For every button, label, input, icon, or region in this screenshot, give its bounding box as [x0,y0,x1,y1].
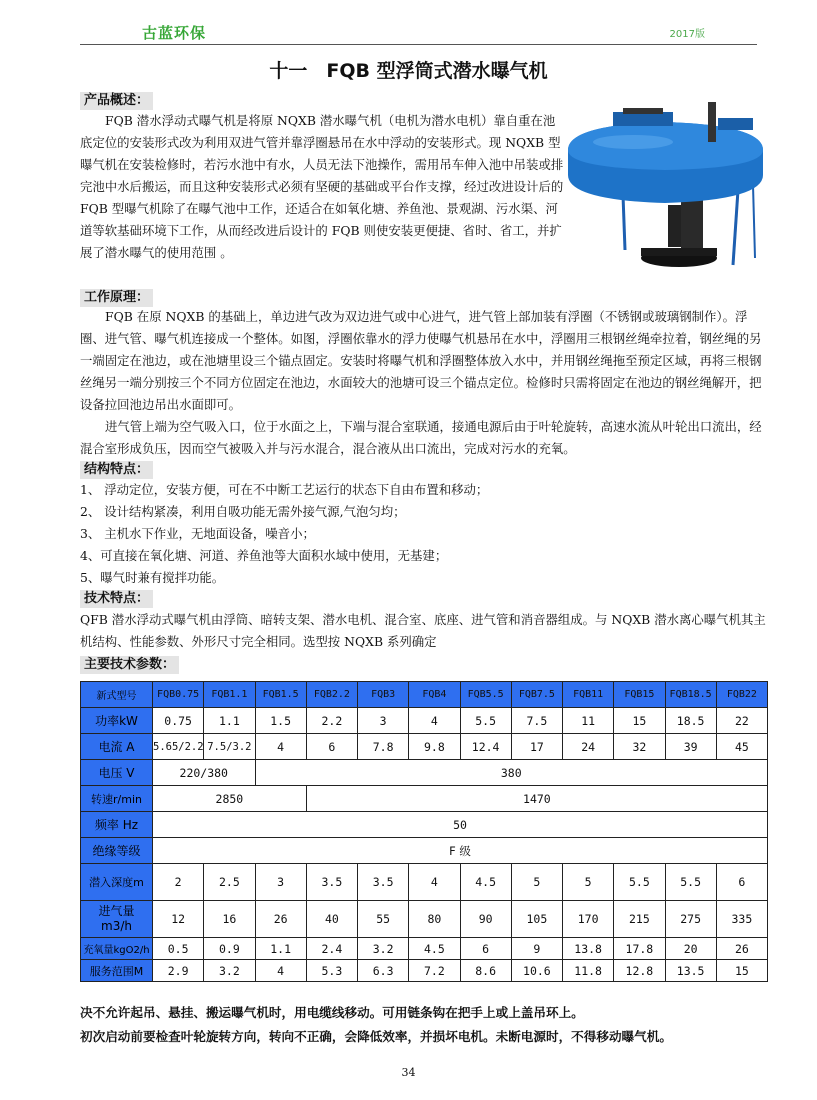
range-cell: 12.8 [614,960,665,982]
depth-cell: 2.5 [204,864,255,901]
row-label-model: 新式型号 [81,682,153,708]
table-row-service-range [81,960,768,982]
power-cell: 1.1 [204,708,255,734]
voltage-cell: 380 [255,760,768,786]
insulation-cell: F 级 [153,838,768,864]
oxygen-cell: 4.5 [409,938,460,960]
air-cell: 40 [306,901,357,938]
row-label-speed: 转速r/min [81,786,153,812]
principle-paragraph-1: FQB 在原 NQXB 的基础上，单边进气改为双边进气或中心进气，进气管上部加装有浮圈（不锈钢或玻璃钢制作）。浮圈、进气管、曝气机连接成一个整体。如图，浮圈依靠水的浮力使曝气机悬吊在水中，浮圈用三根钢丝绳牵拉着，钢丝绳的另一端固定在池边，或在池塘里设三个锚点固定。安装时将曝气机和浮圈整体放入水中，并用钢丝绳拖至预定区域，再将三根钢丝绳另一端分别按三个不同方位固定在池边，水面较大的池塘可设三个锚点定位。检修时只需将固定在池边的钢丝绳解开，把设备拉回池边吊出水面即可。 [80,309,762,412]
range-cell: 7.2 [409,960,460,982]
range-cell: 8.6 [460,960,511,982]
depth-cell: 2 [153,864,204,901]
brand-logo-text: 古蓝环保 [142,24,207,42]
model-cell: FQB18.5 [665,682,716,708]
row-label-depth: 潜入深度m [81,864,153,901]
warning-line-1: 决不允许起吊、悬挂、搬运曝气机时，用电缆线移动。可用链条钩在把手上或上盖吊环上。 [80,1005,584,1020]
depth-cell: 5.5 [614,864,665,901]
feature-item-3: 3、 主机水下作业，无地面设备，噪音小； [80,526,315,541]
current-cell: 17 [511,734,562,760]
model-cell: FQB3 [358,682,409,708]
row-label-air-intake: 进气量 m3/h [81,901,153,938]
table-row-depth [81,864,768,901]
edition-label: 2017版 [669,29,705,40]
feature-item-5: 5、曝气时兼有搅拌功能。 [80,570,225,585]
air-cell: 80 [409,901,460,938]
current-cell: 24 [563,734,614,760]
page-number: 34 [401,1066,416,1079]
power-cell: 11 [563,708,614,734]
table-row-insulation [81,838,768,864]
power-cell: 2.2 [306,708,357,734]
row-label-current: 电流 A [81,734,153,760]
power-cell: 1.5 [255,708,306,734]
page-header [80,18,757,45]
depth-cell: 4.5 [460,864,511,901]
oxygen-cell: 17.8 [614,938,665,960]
aerator-product-image [563,100,768,275]
range-cell: 4 [255,960,306,982]
oxygen-cell: 0.5 [153,938,204,960]
oxygen-cell: 9 [511,938,562,960]
motor-shaft [681,195,703,250]
air-cell: 105 [511,901,562,938]
air-cell: 170 [563,901,614,938]
model-cell: FQB2.2 [306,682,357,708]
params-heading: 主要技术参数： [80,656,179,674]
table-row-current [81,734,768,760]
air-cell: 26 [255,901,306,938]
current-cell: 39 [665,734,716,760]
depth-cell: 5 [511,864,562,901]
table-row-power [81,708,768,734]
air-cell: 55 [358,901,409,938]
air-cell: 215 [614,901,665,938]
features-list [80,479,767,589]
depth-cell: 6 [716,864,767,901]
power-cell: 22 [716,708,767,734]
speed-cell: 2850 [153,786,307,812]
depth-cell: 3.5 [358,864,409,901]
model-cell: FQB15 [614,682,665,708]
overview-heading: 产品概述： [80,92,153,110]
depth-cell: 3 [255,864,306,901]
current-cell: 7.5/3.2 [204,734,255,760]
row-label-insulation: 绝缘等级 [81,838,153,864]
row-label-power: 功率kW [81,708,153,734]
power-cell: 18.5 [665,708,716,734]
warning-line-2: 初次启动前要检查叶轮旋转方向，转向不正确，会降低效率，并损坏电机。未断电源时，不得移动曝气机。 [80,1029,672,1044]
overview-text: FQB 潜水浮动式曝气机是将原 NQXB 潜水曝气机（电机为潜水电机）靠自重在池底定位的安装形式改为利用双进气管并靠浮圈悬吊在水中浮动的安装形式。现 NQXB 型曝气机在安装检修时，若污水池中有水，人员无法下池操作，需用吊车伸入池中吊装或排完池中水后搬运，而且这种安装形式必须有坚硬的基础或平台作支撑，经过改进设计后的 FQB 型曝气机除了在曝气池中工作，还适合在如氧化塘、养鱼池、景观湖、污水渠、河道等软基础环境下工作，从而经改进后设计的 FQB 则使安装更便捷、省时、省工，并扩展了潜水曝气的使用范围 。 [80,113,564,260]
depth-cell: 3.5 [306,864,357,901]
air-cell: 335 [716,901,767,938]
frequency-cell: 50 [153,812,768,838]
current-cell: 9.8 [409,734,460,760]
principle-text [80,306,767,460]
model-cell: FQB5.5 [460,682,511,708]
power-cell: 3 [358,708,409,734]
current-cell: 4 [255,734,306,760]
range-cell: 10.6 [511,960,562,982]
table-row-speed [81,786,768,812]
range-cell: 5.3 [306,960,357,982]
oxygen-cell: 13.8 [563,938,614,960]
table-row-oxygen [81,938,768,960]
power-cell: 4 [409,708,460,734]
principle-heading: 工作原理： [80,289,153,307]
table-row-air-intake [81,901,768,938]
oxygen-cell: 0.9 [204,938,255,960]
speed-cell: 1470 [306,786,767,812]
range-cell: 13.5 [665,960,716,982]
row-label-oxygen: 充氧量kgO2/h [81,938,153,960]
power-cell: 0.75 [153,708,204,734]
power-cell: 5.5 [460,708,511,734]
feature-item-1: 1、 浮动定位，安装方便，可在不中断工艺运行的状态下自由布置和移动； [80,482,489,497]
row-label-service-range: 服务范围M [81,960,153,982]
oxygen-cell: 6 [460,938,511,960]
spec-table [80,681,768,982]
air-cell: 12 [153,901,204,938]
model-cell: FQB0.75 [153,682,204,708]
oxygen-cell: 1.1 [255,938,306,960]
feature-item-4: 4、可直接在氧化塘、河道、养鱼池等大面积水域中使用，无基建； [80,548,448,563]
oxygen-cell: 2.4 [306,938,357,960]
model-cell: FQB4 [409,682,460,708]
model-cell: FQB1.5 [255,682,306,708]
current-cell: 7.8 [358,734,409,760]
range-cell: 15 [716,960,767,982]
voltage-cell: 220/380 [153,760,256,786]
range-cell: 11.8 [563,960,614,982]
model-cell: FQB22 [716,682,767,708]
row-label-frequency: 频率 Hz [81,812,153,838]
depth-cell: 5 [563,864,614,901]
features-heading: 结构特点： [80,461,153,479]
power-cell: 7.5 [511,708,562,734]
air-cell: 16 [204,901,255,938]
page-title: 十一 FQB 型浮筒式潜水曝气机 [269,60,548,82]
current-cell: 32 [614,734,665,760]
range-cell: 3.2 [204,960,255,982]
table-row-frequency [81,812,768,838]
current-cell: 45 [716,734,767,760]
oxygen-cell: 20 [665,938,716,960]
depth-cell: 4 [409,864,460,901]
table-row-model [81,682,768,708]
current-cell: 6 [306,734,357,760]
feature-item-2: 2、 设计结构紧凑，利用自吸功能无需外接气源,气泡匀均； [80,504,406,519]
row-label-voltage: 电压 V [81,760,153,786]
principle-paragraph-2: 进气管上端为空气吸入口，位于水面之上，下端与混合室联通，接通电源后由于叶轮旋转，高速水流从叶轮出口流出，经混合室形成负压，因而空气被吸入并与污水混合，混合液从出口流出，完成对污水的充氧。 [80,419,762,456]
power-cell: 15 [614,708,665,734]
air-pipe [708,102,716,142]
tech-heading: 技术特点： [80,590,153,608]
oxygen-cell: 3.2 [358,938,409,960]
model-cell: FQB1.1 [204,682,255,708]
air-cell: 90 [460,901,511,938]
range-cell: 2.9 [153,960,204,982]
range-cell: 6.3 [358,960,409,982]
current-cell: 5.65/2.2 [153,734,204,760]
model-cell: FQB7.5 [511,682,562,708]
tech-text: QFB 潜水浮动式曝气机由浮筒、暗转支架、潜水电机、混合室、底座、进气管和消音器组成。与 NQXB 潜水离心曝气机其主机结构、性能参数、外形尺寸完全相同。选型按 NQXB 系列确定 [80,612,766,649]
table-row-voltage [81,760,768,786]
air-cell: 275 [665,901,716,938]
depth-cell: 5.5 [665,864,716,901]
oxygen-cell: 26 [716,938,767,960]
model-cell: FQB11 [563,682,614,708]
current-cell: 12.4 [460,734,511,760]
